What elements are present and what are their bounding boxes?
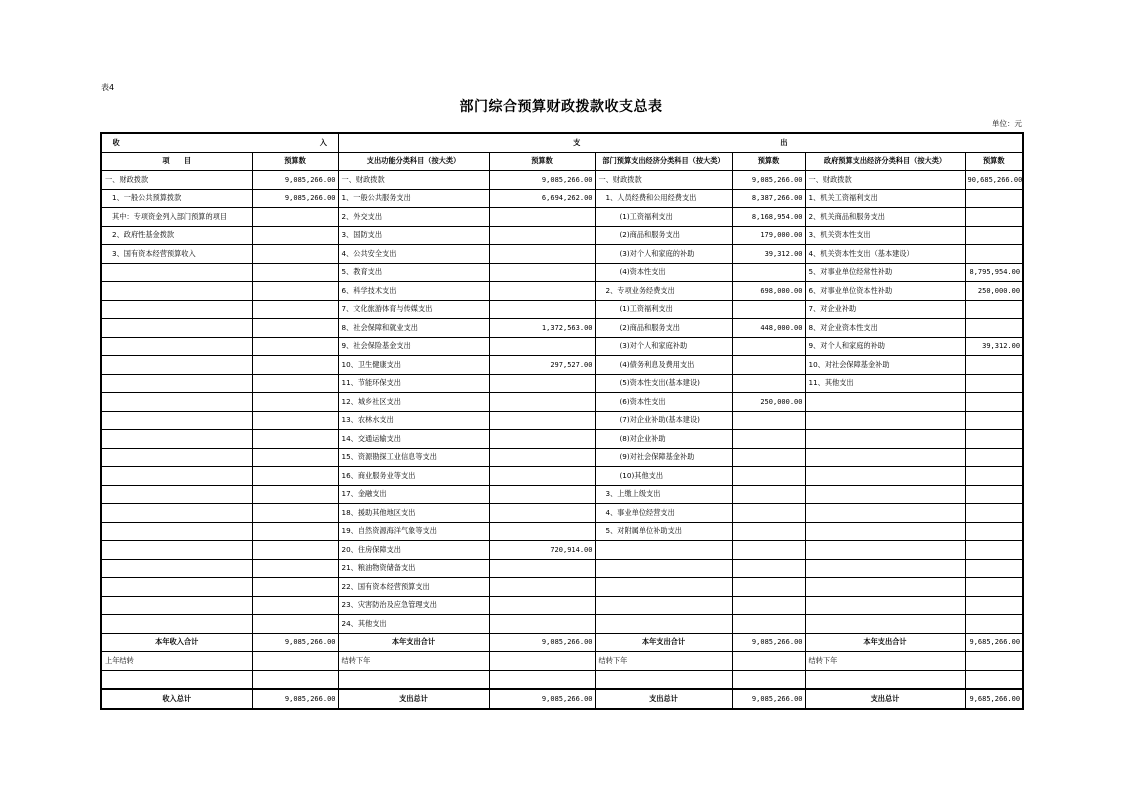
item-cell: (1)工资福利支出 [595, 300, 732, 319]
budget-cell [489, 208, 595, 227]
budget-cell [252, 300, 338, 319]
budget-cell [252, 578, 338, 597]
budget-cell [489, 467, 595, 486]
item-cell: 本年支出合计 [805, 633, 965, 652]
page-title: 部门综合预算财政拨款收支总表 [459, 99, 663, 115]
item-cell: 10、对社会保障基金补助 [805, 356, 965, 375]
table-row [101, 559, 1023, 578]
budget-cell [965, 319, 1023, 338]
budget-cell [965, 652, 1023, 671]
item-cell: 11、节能环保支出 [338, 374, 489, 393]
item-cell [101, 467, 252, 486]
item-cell: (8)对企业补助 [595, 430, 732, 449]
col-gov-econ-header: 政府预算支出经济分类科目（按大类） [805, 152, 965, 171]
empty-cell [489, 670, 595, 689]
budget-cell: 9,685,266.00 [965, 689, 1023, 709]
budget-cell: 9,685,266.00 [965, 633, 1023, 652]
budget-cell [252, 559, 338, 578]
item-cell: 支出总计 [595, 689, 732, 709]
table-row [101, 208, 1023, 227]
carry-row [101, 652, 1023, 671]
item-cell: (9)对社会保障基金补助 [595, 448, 732, 467]
budget-cell [732, 448, 805, 467]
item-cell: 24、其他支出 [338, 615, 489, 634]
item-cell: 7、对企业补助 [805, 300, 965, 319]
table-row [101, 504, 1023, 523]
item-cell: 一、财政拨款 [595, 171, 732, 190]
budget-cell [252, 522, 338, 541]
item-cell: 10、卫生健康支出 [338, 356, 489, 375]
item-cell: 1、人员经费和公用经费支出 [595, 189, 732, 208]
table-row [101, 171, 1023, 190]
budget-cell [489, 282, 595, 301]
budget-cell [965, 504, 1023, 523]
budget-cell [732, 596, 805, 615]
budget-cell [252, 263, 338, 282]
item-cell: 14、交通运输支出 [338, 430, 489, 449]
item-cell: 本年支出合计 [595, 633, 732, 652]
budget-cell [252, 615, 338, 634]
item-cell [101, 263, 252, 282]
item-cell: 7、文化旅游体育与传媒支出 [338, 300, 489, 319]
item-cell [805, 485, 965, 504]
item-cell: 1、一般公共预算拨款 [101, 189, 252, 208]
budget-cell [252, 504, 338, 523]
empty-cell [101, 670, 252, 689]
empty-cell [338, 670, 489, 689]
item-cell [805, 393, 965, 412]
blank-row [101, 670, 1023, 689]
item-cell: 6、科学技术支出 [338, 282, 489, 301]
table-row [101, 245, 1023, 264]
budget-cell [965, 226, 1023, 245]
item-cell [101, 300, 252, 319]
budget-cell [732, 652, 805, 671]
item-cell: 4、事业单位经营支出 [595, 504, 732, 523]
item-cell [101, 374, 252, 393]
item-cell [805, 559, 965, 578]
budget-cell [489, 559, 595, 578]
item-cell: 3、国有资本经营预算收入 [101, 245, 252, 264]
item-cell [595, 541, 732, 560]
budget-cell [489, 522, 595, 541]
budget-cell: 9,085,266.00 [732, 689, 805, 709]
item-cell [101, 596, 252, 615]
budget-cell [732, 485, 805, 504]
budget-cell: 6,694,262.00 [489, 189, 595, 208]
item-cell [595, 559, 732, 578]
table-row [101, 541, 1023, 560]
total-row [101, 633, 1023, 652]
item-cell: 支出总计 [805, 689, 965, 709]
table-row [101, 300, 1023, 319]
item-cell [805, 448, 965, 467]
budget-cell [252, 652, 338, 671]
budget-cell [489, 337, 595, 356]
item-cell: (4)资本性支出 [595, 263, 732, 282]
item-cell: 3、上缴上级支出 [595, 485, 732, 504]
item-cell: 16、商业服务业等支出 [338, 467, 489, 486]
item-cell [805, 578, 965, 597]
item-cell [805, 430, 965, 449]
item-cell [595, 596, 732, 615]
budget-cell: 9,085,266.00 [732, 171, 805, 190]
budget-cell: 9,085,266.00 [489, 689, 595, 709]
item-cell: (5)资本性支出(基本建设) [595, 374, 732, 393]
budget-cell [252, 485, 338, 504]
table-row [101, 226, 1023, 245]
budget-cell [965, 393, 1023, 412]
item-cell [805, 467, 965, 486]
item-cell [101, 393, 252, 412]
item-cell: 5、对附属单位补助支出 [595, 522, 732, 541]
col-item-header: 项 目 [101, 152, 252, 171]
item-cell: 2、政府性基金拨款 [101, 226, 252, 245]
item-cell [595, 615, 732, 634]
budget-cell: 9,085,266.00 [252, 171, 338, 190]
item-cell: 结转下年 [595, 652, 732, 671]
budget-cell: 250,000.00 [965, 282, 1023, 301]
income-group-header: 收 入 [101, 133, 338, 152]
budget-cell [732, 411, 805, 430]
budget-cell [489, 578, 595, 597]
budget-cell [489, 430, 595, 449]
item-cell: (10)其他支出 [595, 467, 732, 486]
item-cell [101, 578, 252, 597]
budget-cell [732, 559, 805, 578]
budget-cell [489, 300, 595, 319]
col-budget-header: 预算数 [252, 152, 338, 171]
budget-cell [252, 467, 338, 486]
budget-cell [732, 615, 805, 634]
budget-cell: 8,168,954.00 [732, 208, 805, 227]
budget-cell [965, 374, 1023, 393]
budget-cell [732, 374, 805, 393]
table-row [101, 485, 1023, 504]
item-cell: 支出总计 [338, 689, 489, 709]
budget-cell [965, 596, 1023, 615]
budget-cell [965, 578, 1023, 597]
budget-cell [965, 430, 1023, 449]
budget-cell [965, 300, 1023, 319]
grand-total-row [101, 689, 1023, 709]
budget-cell: 8,387,266.00 [732, 189, 805, 208]
item-cell: 21、粮油物资储备支出 [338, 559, 489, 578]
item-cell: 2、机关商品和服务支出 [805, 208, 965, 227]
budget-cell [489, 652, 595, 671]
budget-cell: 9,085,266.00 [489, 633, 595, 652]
table-number: 表4 [101, 83, 115, 92]
table-row [101, 374, 1023, 393]
budget-cell [965, 411, 1023, 430]
budget-cell: 9,085,266.00 [252, 189, 338, 208]
item-cell [101, 411, 252, 430]
budget-cell [965, 615, 1023, 634]
item-cell: 23、灾害防治及应急管理支出 [338, 596, 489, 615]
budget-cell [252, 596, 338, 615]
budget-cell: 9,085,266.00 [252, 633, 338, 652]
budget-cell [252, 245, 338, 264]
budget-cell [252, 374, 338, 393]
item-cell: (2)商品和服务支出 [595, 226, 732, 245]
budget-cell [252, 541, 338, 560]
column-header-row [101, 152, 1023, 171]
budget-cell [489, 485, 595, 504]
budget-cell [965, 467, 1023, 486]
item-cell: 1、机关工资福利支出 [805, 189, 965, 208]
item-cell: 12、城乡社区支出 [338, 393, 489, 412]
budget-cell: 39,312.00 [732, 245, 805, 264]
budget-cell [732, 356, 805, 375]
budget-cell [489, 615, 595, 634]
item-cell [805, 615, 965, 634]
budget-cell [732, 522, 805, 541]
table-row [101, 319, 1023, 338]
table-row [101, 430, 1023, 449]
budget-cell [965, 208, 1023, 227]
empty-cell [965, 670, 1023, 689]
item-cell: 一、财政拨款 [338, 171, 489, 190]
item-cell: 9、对个人和家庭的补助 [805, 337, 965, 356]
budget-cell: 9,085,266.00 [489, 171, 595, 190]
budget-cell: 9,085,266.00 [252, 689, 338, 709]
budget-cell [489, 596, 595, 615]
budget-cell: 698,000.00 [732, 282, 805, 301]
item-cell [101, 504, 252, 523]
item-cell: 18、援助其他地区支出 [338, 504, 489, 523]
item-cell: 22、国有资本经营预算支出 [338, 578, 489, 597]
budget-cell [965, 356, 1023, 375]
budget-cell [489, 374, 595, 393]
budget-cell [732, 300, 805, 319]
item-cell [101, 319, 252, 338]
budget-cell [489, 448, 595, 467]
table-row [101, 393, 1023, 412]
table-row [101, 615, 1023, 634]
budget-cell [252, 282, 338, 301]
item-cell [595, 578, 732, 597]
item-cell: 13、农林水支出 [338, 411, 489, 430]
expense-group-header: 支 出 [338, 133, 1023, 152]
item-cell: 20、住房保障支出 [338, 541, 489, 560]
item-cell: 17、金融支出 [338, 485, 489, 504]
budget-cell: 9,085,266.00 [732, 633, 805, 652]
item-cell: 结转下年 [338, 652, 489, 671]
budget-cell [252, 430, 338, 449]
empty-cell [595, 670, 732, 689]
table-row [101, 522, 1023, 541]
item-cell: 上年结转 [101, 652, 252, 671]
item-cell: 其中：专项资金列入部门预算的项目 [101, 208, 252, 227]
budget-cell [732, 263, 805, 282]
item-cell [101, 522, 252, 541]
budget-cell [965, 485, 1023, 504]
budget-cell [252, 411, 338, 430]
table-row [101, 411, 1023, 430]
item-cell [805, 596, 965, 615]
item-cell [805, 522, 965, 541]
budget-cell [252, 356, 338, 375]
budget-cell: 1,372,563.00 [489, 319, 595, 338]
budget-cell [489, 504, 595, 523]
table-row [101, 596, 1023, 615]
col-budget-header: 预算数 [732, 152, 805, 171]
col-dept-econ-header: 部门预算支出经济分类科目（按大类） [595, 152, 732, 171]
item-cell: 4、公共安全支出 [338, 245, 489, 264]
item-cell: 4、机关资本性支出（基本建设） [805, 245, 965, 264]
item-cell [805, 541, 965, 560]
table-row [101, 448, 1023, 467]
item-cell [101, 559, 252, 578]
budget-cell [965, 522, 1023, 541]
item-cell [101, 615, 252, 634]
empty-cell [805, 670, 965, 689]
item-cell: 一、财政拨款 [805, 171, 965, 190]
item-cell: 一、财政拨款 [101, 171, 252, 190]
item-cell: 8、社会保障和就业支出 [338, 319, 489, 338]
budget-cell [732, 541, 805, 560]
budget-cell [489, 263, 595, 282]
budget-cell [965, 541, 1023, 560]
item-cell: 8、对企业资本性支出 [805, 319, 965, 338]
item-cell: 15、资源勘探工业信息等支出 [338, 448, 489, 467]
item-cell: (7)对企业补助(基本建设) [595, 411, 732, 430]
budget-cell [489, 393, 595, 412]
empty-cell [732, 670, 805, 689]
item-cell: 5、对事业单位经常性补助 [805, 263, 965, 282]
item-cell: 5、教育支出 [338, 263, 489, 282]
item-cell: (2)商品和服务支出 [595, 319, 732, 338]
budget-cell: 8,795,954.00 [965, 263, 1023, 282]
budget-cell [732, 504, 805, 523]
item-cell: 3、机关资本性支出 [805, 226, 965, 245]
item-cell [101, 430, 252, 449]
item-cell: 本年收入合计 [101, 633, 252, 652]
budget-cell [732, 337, 805, 356]
item-cell [805, 504, 965, 523]
unit-label: 单位：元 [992, 119, 1022, 128]
item-cell [805, 411, 965, 430]
col-func-header: 支出功能分类科目（按大类） [338, 152, 489, 171]
group-header-row [101, 133, 1023, 152]
budget-cell [732, 467, 805, 486]
budget-cell [252, 319, 338, 338]
item-cell [101, 356, 252, 375]
budget-cell: 250,000.00 [732, 393, 805, 412]
item-cell: 11、其他支出 [805, 374, 965, 393]
item-cell: 结转下年 [805, 652, 965, 671]
item-cell: 1、一般公共服务支出 [338, 189, 489, 208]
table-row [101, 263, 1023, 282]
budget-cell: 90,685,266.00 [965, 171, 1023, 190]
item-cell: 19、自然资源海洋气象等支出 [338, 522, 489, 541]
item-cell [101, 282, 252, 301]
budget-cell: 39,312.00 [965, 337, 1023, 356]
budget-cell [732, 578, 805, 597]
col-budget-header: 预算数 [489, 152, 595, 171]
table-row [101, 282, 1023, 301]
table-row [101, 356, 1023, 375]
budget-cell [489, 245, 595, 264]
budget-cell [965, 559, 1023, 578]
item-cell: 2、专项业务经费支出 [595, 282, 732, 301]
item-cell [101, 485, 252, 504]
table-row [101, 578, 1023, 597]
item-cell: (3)对个人和家庭的补助 [595, 245, 732, 264]
budget-cell [252, 448, 338, 467]
item-cell: 9、社会保险基金支出 [338, 337, 489, 356]
item-cell: 6、对事业单位资本性补助 [805, 282, 965, 301]
item-cell: 收入总计 [101, 689, 252, 709]
budget-cell [252, 226, 338, 245]
budget-cell [732, 430, 805, 449]
budget-cell [252, 393, 338, 412]
item-cell [101, 337, 252, 356]
item-cell: 2、外交支出 [338, 208, 489, 227]
budget-cell: 179,000.00 [732, 226, 805, 245]
item-cell: 3、国防支出 [338, 226, 489, 245]
empty-cell [252, 670, 338, 689]
table-row [101, 467, 1023, 486]
item-cell: (4)债务利息及费用支出 [595, 356, 732, 375]
item-cell: (6)资本性支出 [595, 393, 732, 412]
item-cell [101, 448, 252, 467]
budget-cell [489, 226, 595, 245]
budget-cell [489, 411, 595, 430]
budget-table [100, 132, 1024, 710]
budget-cell [252, 208, 338, 227]
item-cell [101, 541, 252, 560]
budget-cell: 297,527.00 [489, 356, 595, 375]
budget-cell [965, 245, 1023, 264]
table-row [101, 337, 1023, 356]
item-cell: 本年支出合计 [338, 633, 489, 652]
item-cell: (3)对个人和家庭补助 [595, 337, 732, 356]
budget-cell: 720,914.00 [489, 541, 595, 560]
col-budget-header: 预算数 [965, 152, 1023, 171]
budget-cell: 448,000.00 [732, 319, 805, 338]
budget-cell [252, 337, 338, 356]
budget-cell [965, 448, 1023, 467]
table-row [101, 189, 1023, 208]
budget-cell [965, 189, 1023, 208]
item-cell: (1)工资福利支出 [595, 208, 732, 227]
